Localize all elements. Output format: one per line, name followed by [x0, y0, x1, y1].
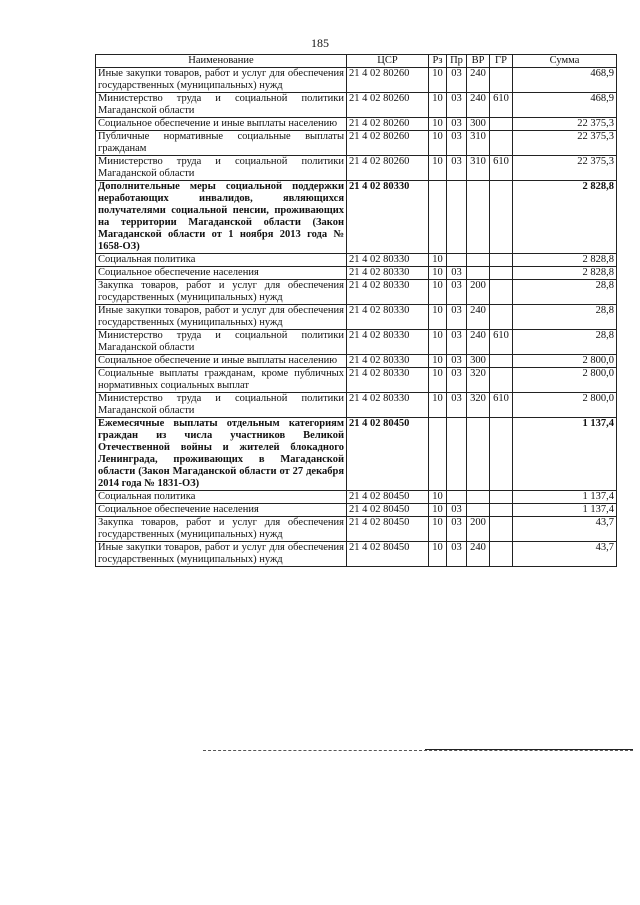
cell-csr: 21 4 02 80450 — [347, 418, 429, 491]
cell-sum: 468,9 — [513, 68, 617, 93]
cell-rz: 10 — [429, 355, 447, 368]
cell-rz: 10 — [429, 393, 447, 418]
cell-vr: 240 — [467, 68, 490, 93]
cell-sum: 22 375,3 — [513, 131, 617, 156]
cell-rz — [429, 418, 447, 491]
cell-gr: 610 — [490, 330, 513, 355]
table-row — [96, 355, 617, 368]
cell-sum: 1 137,4 — [513, 418, 617, 491]
cell-csr: 21 4 02 80330 — [347, 393, 429, 418]
table-row — [96, 181, 617, 254]
table-row — [96, 542, 617, 567]
cell-rz: 10 — [429, 542, 447, 567]
cell-csr: 21 4 02 80260 — [347, 93, 429, 118]
cell-name: Иные закупки товаров, работ и услуг для обеспечения государственных (муниципальных) нужд — [96, 542, 347, 567]
table-header — [96, 55, 617, 68]
cell-gr: 610 — [490, 156, 513, 181]
cell-vr — [467, 254, 490, 267]
cell-pr: 03 — [447, 330, 467, 355]
footer-divider-dashed — [203, 750, 633, 751]
cell-gr — [490, 504, 513, 517]
cell-vr: 240 — [467, 305, 490, 330]
cell-pr: 03 — [447, 118, 467, 131]
cell-csr: 21 4 02 80450 — [347, 491, 429, 504]
cell-sum: 1 137,4 — [513, 491, 617, 504]
header-rz: Рз — [429, 55, 447, 68]
cell-pr: 03 — [447, 542, 467, 567]
cell-rz: 10 — [429, 156, 447, 181]
cell-pr: 03 — [447, 305, 467, 330]
cell-csr: 21 4 02 80330 — [347, 254, 429, 267]
cell-vr: 240 — [467, 330, 490, 355]
table-row — [96, 68, 617, 93]
cell-gr — [490, 131, 513, 156]
cell-name: Социальное обеспечение населения — [96, 267, 347, 280]
cell-rz: 10 — [429, 368, 447, 393]
cell-pr: 03 — [447, 93, 467, 118]
cell-gr: 610 — [490, 393, 513, 418]
table-row — [96, 504, 617, 517]
cell-rz: 10 — [429, 131, 447, 156]
cell-rz: 10 — [429, 305, 447, 330]
budget-table — [95, 54, 617, 567]
cell-gr — [490, 280, 513, 305]
cell-csr: 21 4 02 80260 — [347, 156, 429, 181]
cell-name: Дополнительные меры социальной поддержки неработающих инвалидов, являющихся получателями социальной пенсии, проживающих на территории Магаданской области (Закон Магаданской области от 1 ноября 2013 года № 1658-ОЗ) — [96, 181, 347, 254]
cell-rz — [429, 181, 447, 254]
cell-csr: 21 4 02 80330 — [347, 181, 429, 254]
cell-pr — [447, 254, 467, 267]
cell-vr — [467, 181, 490, 254]
cell-rz: 10 — [429, 280, 447, 305]
cell-pr: 03 — [447, 156, 467, 181]
table-row — [96, 254, 617, 267]
cell-sum: 2 800,0 — [513, 355, 617, 368]
cell-pr — [447, 491, 467, 504]
cell-pr: 03 — [447, 504, 467, 517]
table-row — [96, 517, 617, 542]
cell-gr — [490, 355, 513, 368]
cell-csr: 21 4 02 80330 — [347, 368, 429, 393]
cell-rz: 10 — [429, 118, 447, 131]
header-vr: ВР — [467, 55, 490, 68]
cell-name: Публичные нормативные социальные выплаты гражданам — [96, 131, 347, 156]
cell-vr: 200 — [467, 280, 490, 305]
cell-pr: 03 — [447, 280, 467, 305]
cell-csr: 21 4 02 80450 — [347, 517, 429, 542]
cell-name: Социальное обеспечение и иные выплаты населению — [96, 118, 347, 131]
table-row — [96, 280, 617, 305]
table-row — [96, 393, 617, 418]
cell-name: Министерство труда и социальной политики Магаданской области — [96, 93, 347, 118]
cell-pr — [447, 181, 467, 254]
cell-csr: 21 4 02 80330 — [347, 305, 429, 330]
cell-pr: 03 — [447, 517, 467, 542]
cell-sum: 2 800,0 — [513, 368, 617, 393]
page-number: 185 — [311, 36, 329, 50]
cell-rz: 10 — [429, 93, 447, 118]
cell-name: Иные закупки товаров, работ и услуг для обеспечения государственных (муниципальных) нужд — [96, 305, 347, 330]
cell-csr: 21 4 02 80260 — [347, 118, 429, 131]
cell-name: Социальные выплаты гражданам, кроме публичных нормативных социальных выплат — [96, 368, 347, 393]
cell-sum: 468,9 — [513, 93, 617, 118]
cell-gr: 610 — [490, 93, 513, 118]
cell-name: Иные закупки товаров, работ и услуг для обеспечения государственных (муниципальных) нужд — [96, 68, 347, 93]
header-sum: Сумма — [513, 55, 617, 68]
cell-pr: 03 — [447, 393, 467, 418]
cell-gr — [490, 68, 513, 93]
cell-gr — [490, 305, 513, 330]
table-row — [96, 267, 617, 280]
cell-sum: 28,8 — [513, 305, 617, 330]
cell-vr: 240 — [467, 93, 490, 118]
cell-csr: 21 4 02 80330 — [347, 355, 429, 368]
table-row — [96, 118, 617, 131]
cell-rz: 10 — [429, 517, 447, 542]
cell-csr: 21 4 02 80330 — [347, 330, 429, 355]
cell-sum: 43,7 — [513, 542, 617, 567]
cell-sum: 28,8 — [513, 280, 617, 305]
cell-sum: 2 828,8 — [513, 267, 617, 280]
cell-name: Закупка товаров, работ и услуг для обеспечения государственных (муниципальных) нужд — [96, 517, 347, 542]
cell-rz: 10 — [429, 68, 447, 93]
table-row — [96, 305, 617, 330]
cell-csr: 21 4 02 80450 — [347, 542, 429, 567]
cell-gr — [490, 368, 513, 393]
cell-vr: 300 — [467, 355, 490, 368]
table-body — [96, 68, 617, 567]
cell-vr: 310 — [467, 156, 490, 181]
cell-sum: 1 137,4 — [513, 504, 617, 517]
cell-name: Министерство труда и социальной политики Магаданской области — [96, 156, 347, 181]
cell-sum: 2 828,8 — [513, 254, 617, 267]
table-row — [96, 330, 617, 355]
cell-vr — [467, 491, 490, 504]
cell-name: Министерство труда и социальной политики Магаданской области — [96, 330, 347, 355]
cell-pr: 03 — [447, 368, 467, 393]
cell-csr: 21 4 02 80330 — [347, 280, 429, 305]
table-row — [96, 93, 617, 118]
cell-csr: 21 4 02 80330 — [347, 267, 429, 280]
cell-vr: 320 — [467, 393, 490, 418]
cell-gr — [490, 181, 513, 254]
table-row — [96, 131, 617, 156]
cell-vr — [467, 504, 490, 517]
cell-vr: 240 — [467, 542, 490, 567]
cell-vr — [467, 418, 490, 491]
header-pr: Пр — [447, 55, 467, 68]
cell-rz: 10 — [429, 267, 447, 280]
table-row — [96, 491, 617, 504]
cell-name: Министерство труда и социальной политики Магаданской области — [96, 393, 347, 418]
cell-sum: 28,8 — [513, 330, 617, 355]
cell-vr — [467, 267, 490, 280]
cell-rz: 10 — [429, 491, 447, 504]
table-row — [96, 418, 617, 491]
cell-gr — [490, 542, 513, 567]
cell-sum: 2 800,0 — [513, 393, 617, 418]
cell-vr: 310 — [467, 131, 490, 156]
cell-name: Социальное обеспечение населения — [96, 504, 347, 517]
cell-pr: 03 — [447, 267, 467, 280]
cell-gr — [490, 254, 513, 267]
header-gr: ГР — [490, 55, 513, 68]
cell-csr: 21 4 02 80260 — [347, 68, 429, 93]
cell-vr: 200 — [467, 517, 490, 542]
cell-name: Ежемесячные выплаты отдельным категориям граждан из числа участников Великой Отечественной войны и жителей блокадного Ленинграда, проживающих в Магаданской области (Закон Магаданской области от 27 декабря 2014 года № 1831-ОЗ) — [96, 418, 347, 491]
cell-pr: 03 — [447, 131, 467, 156]
cell-name: Социальное обеспечение и иные выплаты населению — [96, 355, 347, 368]
header-name: Наименование — [96, 55, 347, 68]
footer-divider-solid — [425, 749, 633, 750]
cell-rz: 10 — [429, 254, 447, 267]
cell-gr — [490, 491, 513, 504]
cell-pr: 03 — [447, 355, 467, 368]
cell-gr — [490, 267, 513, 280]
cell-sum: 22 375,3 — [513, 118, 617, 131]
cell-csr: 21 4 02 80450 — [347, 504, 429, 517]
cell-vr: 300 — [467, 118, 490, 131]
cell-vr: 320 — [467, 368, 490, 393]
cell-name: Закупка товаров, работ и услуг для обеспечения государственных (муниципальных) нужд — [96, 280, 347, 305]
cell-name: Социальная политика — [96, 254, 347, 267]
cell-rz: 10 — [429, 504, 447, 517]
cell-sum: 2 828,8 — [513, 181, 617, 254]
cell-rz: 10 — [429, 330, 447, 355]
table-row — [96, 156, 617, 181]
cell-name: Социальная политика — [96, 491, 347, 504]
header-csr: ЦСР — [347, 55, 429, 68]
cell-sum: 43,7 — [513, 517, 617, 542]
cell-gr — [490, 118, 513, 131]
table-row — [96, 368, 617, 393]
cell-csr: 21 4 02 80260 — [347, 131, 429, 156]
cell-pr — [447, 418, 467, 491]
cell-gr — [490, 517, 513, 542]
cell-gr — [490, 418, 513, 491]
cell-sum: 22 375,3 — [513, 156, 617, 181]
cell-pr: 03 — [447, 68, 467, 93]
